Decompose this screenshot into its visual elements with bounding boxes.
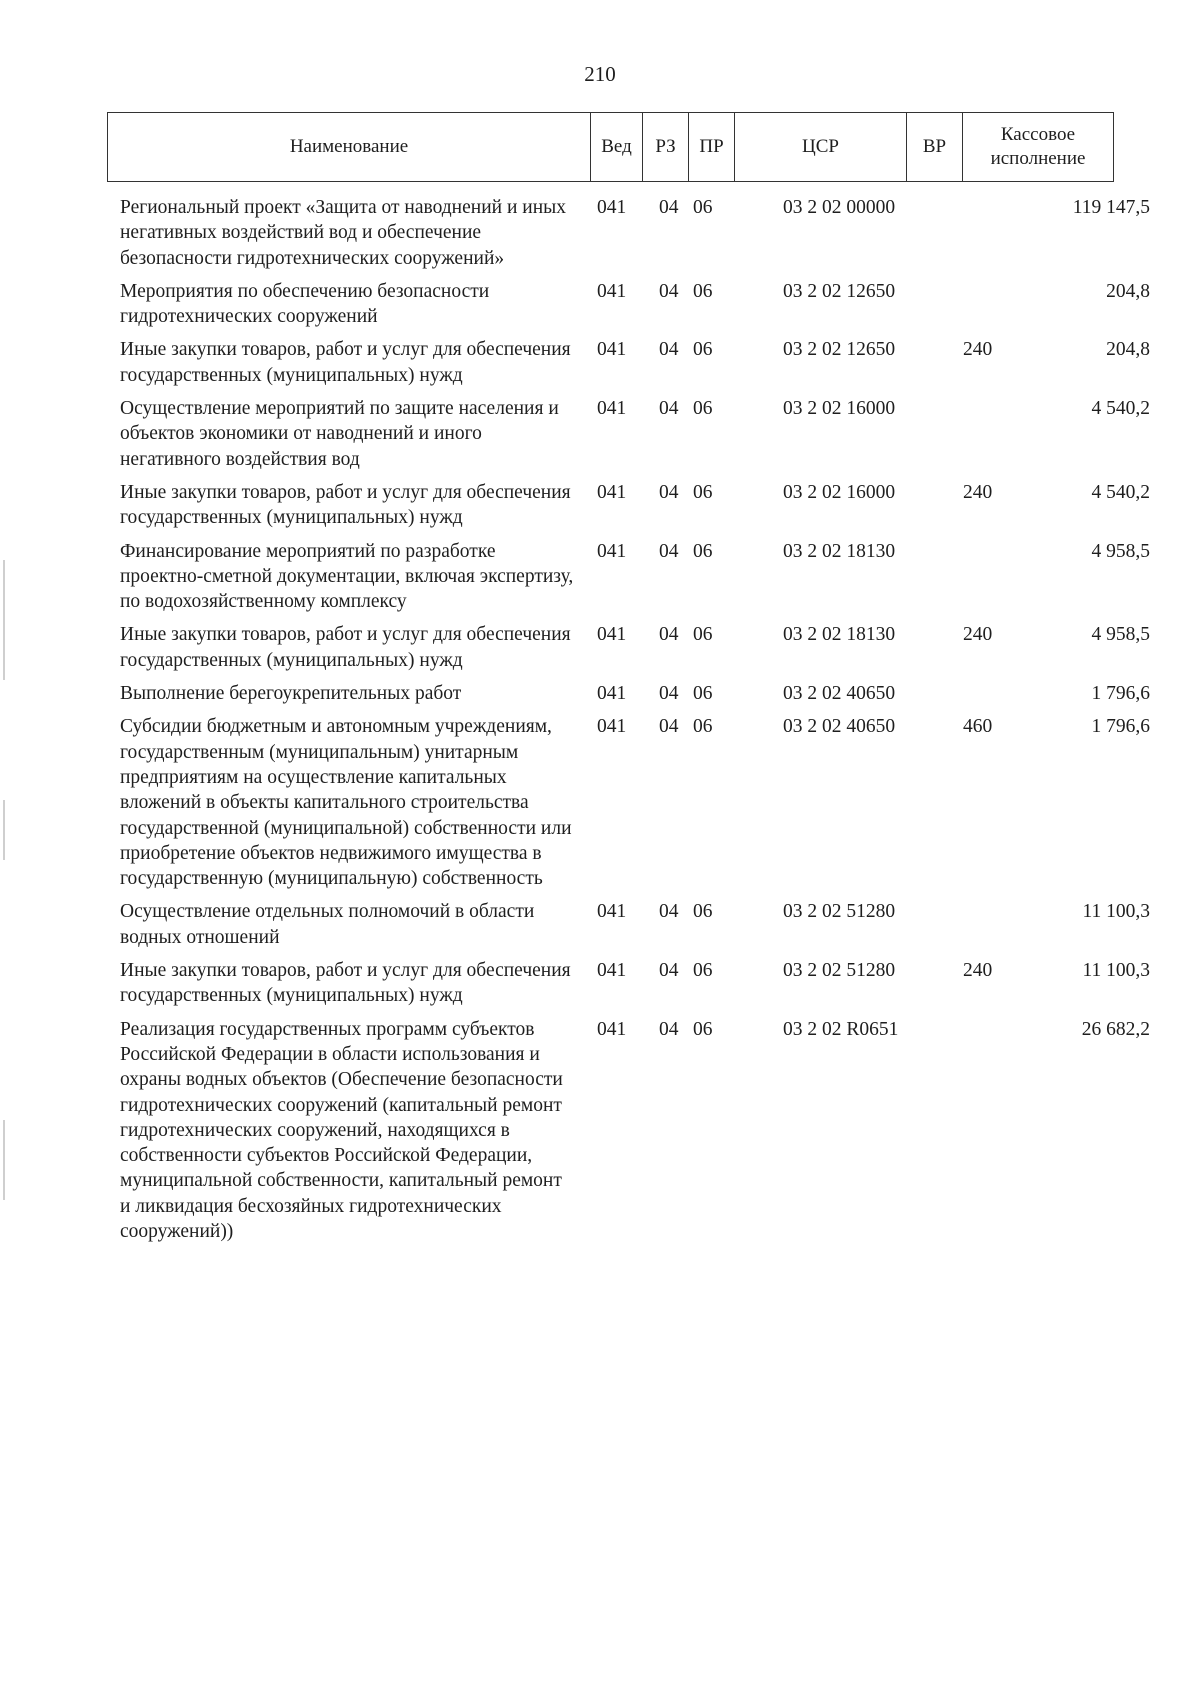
table-row	[120, 539, 1160, 615]
table-row	[120, 714, 1160, 891]
cell-pr: 06	[693, 540, 713, 562]
cell-amount: 4 540,2	[1091, 481, 1150, 503]
cell-name: Иные закупки товаров, работ и услуг для обеспечения государственных (муниципальных) нужд	[120, 339, 571, 386]
cell-ved: 041	[597, 197, 627, 218]
table-header	[107, 112, 1114, 182]
cell-ved: 041	[597, 540, 627, 562]
table-row	[120, 958, 1160, 1009]
table-row	[120, 195, 1160, 271]
cell-pr: 06	[693, 716, 713, 738]
cell-amount: 1 796,6	[1091, 683, 1150, 705]
cell-pr: 06	[693, 197, 713, 218]
cell-name: Субсидии бюджетным и автономным учреждениям, государственным (муниципальным) унитарным предприятиям на осуществление капитальных вложений в объекты капитального строительства государственной (муниципальной) собственности или приобретение объектов недвижимого имущества в государственную (муниципальную) собственность	[120, 716, 572, 890]
cell-csr: 03 2 02 16000	[783, 481, 896, 503]
cell-vr: 460	[963, 716, 993, 738]
cell-name: Иные закупки товаров, работ и услуг для обеспечения государственных (муниципальных) нужд	[120, 481, 571, 529]
cell-rz: 04	[659, 1018, 679, 1040]
cell-csr: 03 2 02 18130	[783, 540, 896, 562]
cell-rz: 04	[659, 280, 679, 302]
cell-vr: 240	[963, 960, 993, 982]
table-row	[120, 337, 1160, 388]
table-row	[120, 681, 1160, 706]
cell-amount: 4 540,2	[1091, 398, 1150, 420]
cell-rz: 04	[659, 481, 679, 503]
cell-pr: 06	[693, 683, 713, 705]
cell-pr: 06	[693, 960, 713, 982]
cell-rz: 04	[659, 960, 679, 982]
cell-ved: 041	[597, 901, 627, 923]
cell-ved: 041	[597, 339, 627, 361]
cell-ved: 041	[597, 481, 627, 503]
cell-name: Региональный проект «Защита от наводнений и иных негативных воздействий вод и обеспечение безопасности гидротехнических сооружений»	[120, 197, 566, 269]
header-pr: ПР	[689, 113, 735, 182]
cell-vr: 240	[963, 481, 993, 503]
cell-amount: 204,8	[1106, 339, 1150, 361]
cell-ved: 041	[597, 960, 627, 982]
cell-rz: 04	[659, 540, 679, 562]
cell-csr: 03 2 02 51280	[783, 901, 896, 923]
cell-name: Осуществление отдельных полномочий в области водных отношений	[120, 901, 535, 948]
header-ved: Вед	[591, 113, 643, 182]
cell-ved: 041	[597, 624, 627, 646]
cell-name: Мероприятия по обеспечению безопасности гидротехнических сооружений	[120, 280, 490, 328]
cell-amount: 4 958,5	[1091, 624, 1150, 646]
cell-csr: 03 2 02 18130	[783, 624, 896, 646]
cell-pr: 06	[693, 624, 713, 646]
cell-amount: 11 100,3	[1082, 901, 1150, 923]
cell-csr: 03 2 02 40650	[783, 716, 896, 738]
cell-vr: 240	[963, 339, 993, 361]
cell-rz: 04	[659, 716, 679, 738]
cell-amount: 11 100,3	[1082, 960, 1150, 982]
cell-csr: 03 2 02 12650	[783, 280, 896, 302]
cell-pr: 06	[693, 901, 713, 923]
cell-rz: 04	[659, 197, 679, 218]
cell-pr: 06	[693, 398, 713, 420]
header-amount: Кассовое исполнение	[963, 113, 1114, 182]
table-row	[120, 899, 1160, 950]
cell-rz: 04	[659, 901, 679, 923]
cell-ved: 041	[597, 398, 627, 420]
cell-pr: 06	[693, 481, 713, 503]
cell-rz: 04	[659, 683, 679, 705]
cell-rz: 04	[659, 624, 679, 646]
scan-edge-mark	[3, 560, 5, 680]
cell-pr: 06	[693, 339, 713, 361]
cell-rz: 04	[659, 339, 679, 361]
table-row	[120, 1017, 1160, 1245]
cell-name: Реализация государственных программ субъектов Российской Федерации в области использования и охраны водных объектов (Обеспечение безопасности гидротехнических сооружений (капитальный ремонт гидротехнических сооружений, находящихся в собственности субъектов Российской Федерации, муниципальной собственности, капитальный ремонт и ликвидация бесхозяйных гидротехнических сооружений))	[120, 1018, 563, 1242]
cell-name: Осуществление мероприятий по защите населения и объектов экономики от наводнений и иного негативного воздействия вод	[120, 398, 559, 470]
table-row	[120, 480, 1160, 531]
cell-name: Иные закупки товаров, работ и услуг для обеспечения государственных (муниципальных) нужд	[120, 960, 571, 1007]
cell-csr: 03 2 02 R0651	[783, 1018, 899, 1040]
cell-ved: 041	[597, 280, 627, 302]
cell-amount: 1 796,6	[1091, 716, 1150, 738]
cell-ved: 041	[597, 683, 627, 705]
table-body	[120, 195, 1160, 1252]
header-rz: РЗ	[643, 113, 689, 182]
cell-amount: 4 958,5	[1091, 540, 1150, 562]
header-name: Наименование	[108, 113, 591, 182]
cell-vr: 240	[963, 624, 993, 646]
cell-csr: 03 2 02 40650	[783, 683, 896, 705]
page-number: 210	[584, 62, 616, 86]
cell-pr: 06	[693, 280, 713, 302]
header-csr: ЦСР	[735, 113, 907, 182]
table-row	[120, 396, 1160, 472]
cell-name: Финансирование мероприятий по разработке проектно-сметной документации, включая экспертизу, по водохозяйственному комплексу	[120, 540, 574, 613]
scan-edge-mark	[3, 1120, 5, 1200]
cell-amount: 26 682,2	[1081, 1018, 1150, 1040]
cell-amount: 204,8	[1106, 280, 1150, 302]
table-row	[120, 622, 1160, 673]
cell-pr: 06	[693, 1018, 713, 1040]
header-vr: ВР	[907, 113, 963, 182]
cell-csr: 03 2 02 00000	[783, 197, 896, 218]
cell-ved: 041	[597, 1018, 627, 1040]
cell-ved: 041	[597, 716, 627, 738]
cell-name: Иные закупки товаров, работ и услуг для обеспечения государственных (муниципальных) нужд	[120, 624, 571, 671]
cell-name: Выполнение берегоукрепительных работ	[120, 683, 462, 705]
cell-csr: 03 2 02 12650	[783, 339, 896, 361]
scan-edge-mark	[3, 800, 5, 860]
cell-csr: 03 2 02 16000	[783, 398, 896, 420]
cell-csr: 03 2 02 51280	[783, 960, 896, 982]
cell-rz: 04	[659, 398, 679, 420]
table-row	[120, 279, 1160, 330]
cell-amount: 119 147,5	[1072, 197, 1150, 218]
